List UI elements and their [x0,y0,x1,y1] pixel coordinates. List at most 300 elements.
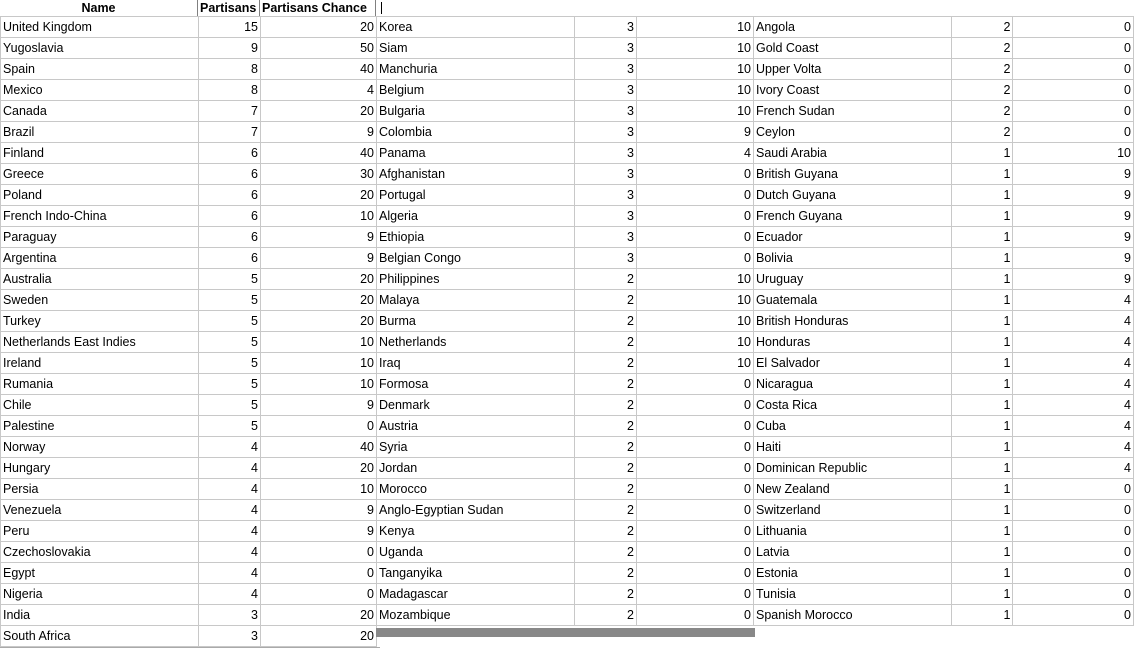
table-row[interactable] [1,269,377,290]
table-row[interactable] [377,17,754,38]
cell-chance[interactable]: 10 [637,311,754,332]
table-row[interactable] [1,206,377,227]
cell-partisans[interactable]: 1 [951,353,1013,374]
cell-partisans[interactable]: 3 [575,38,637,59]
cell-name[interactable]: Tanganyika [377,563,575,584]
table-row[interactable] [377,59,754,80]
cell-name[interactable]: Upper Volta [754,59,952,80]
cell-chance[interactable]: 0 [637,206,754,227]
cell-chance[interactable]: 9 [261,521,377,542]
cell-name[interactable]: Saudi Arabia [754,143,952,164]
table-row[interactable] [1,185,377,206]
table-row[interactable] [754,59,1134,80]
cell-name[interactable]: United Kingdom [1,17,199,38]
table-row[interactable] [377,290,754,311]
cell-name[interactable]: Dominican Republic [754,458,952,479]
table-row[interactable] [1,626,377,647]
cell-chance[interactable]: 0 [637,521,754,542]
cell-partisans[interactable]: 8 [199,59,261,80]
cell-partisans[interactable]: 3 [575,122,637,143]
cell-partisans[interactable]: 2 [951,59,1013,80]
cell-chance[interactable]: 0 [1013,80,1134,101]
table-row[interactable] [754,269,1134,290]
table-row[interactable] [754,185,1134,206]
cell-partisans[interactable]: 2 [575,584,637,605]
table-row[interactable] [754,38,1134,59]
table-row[interactable] [754,563,1134,584]
table-row[interactable] [754,416,1134,437]
table-row[interactable] [377,206,754,227]
table-row[interactable] [754,353,1134,374]
header-partisans[interactable]: Partisans [198,0,260,16]
cell-partisans[interactable]: 2 [575,458,637,479]
table-row[interactable] [377,458,754,479]
cell-chance[interactable]: 9 [1013,185,1134,206]
cell-chance[interactable]: 0 [261,563,377,584]
table-row[interactable] [377,80,754,101]
cell-partisans[interactable]: 3 [199,605,261,626]
cell-partisans[interactable]: 3 [575,101,637,122]
cell-partisans[interactable]: 4 [199,458,261,479]
cell-name[interactable]: South Africa [1,626,199,647]
cell-chance[interactable]: 9 [261,500,377,521]
cell-chance[interactable]: 9 [1013,164,1134,185]
cell-chance[interactable]: 0 [637,248,754,269]
cell-chance[interactable]: 10 [1013,143,1134,164]
table-row[interactable] [754,290,1134,311]
table-row[interactable] [377,38,754,59]
cell-partisans[interactable]: 2 [951,101,1013,122]
cell-partisans[interactable]: 1 [951,227,1013,248]
cell-partisans[interactable]: 3 [575,164,637,185]
table-row[interactable] [1,38,377,59]
table-row[interactable] [754,458,1134,479]
cell-name[interactable]: Sweden [1,290,199,311]
table-row[interactable] [754,206,1134,227]
cell-partisans[interactable]: 4 [199,479,261,500]
cell-name[interactable]: Honduras [754,332,952,353]
cell-name[interactable]: Latvia [754,542,952,563]
cell-name[interactable]: Ethiopia [377,227,575,248]
table-row[interactable] [377,143,754,164]
cell-name[interactable]: Colombia [377,122,575,143]
cell-chance[interactable]: 0 [1013,17,1134,38]
cell-partisans[interactable]: 6 [199,164,261,185]
table-row[interactable] [1,332,377,353]
table-row[interactable] [377,605,754,626]
header-partisans-chance[interactable]: Partisans Chance [260,0,376,16]
cell-partisans[interactable]: 2 [951,38,1013,59]
cell-name[interactable]: Nicaragua [754,374,952,395]
cell-name[interactable]: Egypt [1,563,199,584]
cell-partisans[interactable]: 1 [951,248,1013,269]
cell-name[interactable]: Angola [754,17,952,38]
cell-chance[interactable]: 0 [637,374,754,395]
cell-name[interactable]: French Indo-China [1,206,199,227]
cell-name[interactable]: Algeria [377,206,575,227]
cell-name[interactable]: Afghanistan [377,164,575,185]
cell-chance[interactable]: 4 [1013,437,1134,458]
cell-partisans[interactable]: 7 [199,101,261,122]
cell-name[interactable]: Ecuador [754,227,952,248]
cell-partisans[interactable]: 3 [575,80,637,101]
cell-partisans[interactable]: 1 [951,395,1013,416]
cell-name[interactable]: Canada [1,101,199,122]
table-row[interactable] [377,311,754,332]
table-row[interactable] [1,122,377,143]
cell-name[interactable]: Nigeria [1,584,199,605]
cell-name[interactable]: Costa Rica [754,395,952,416]
cell-name[interactable]: Estonia [754,563,952,584]
cell-name[interactable]: Hungary [1,458,199,479]
cell-name[interactable]: Czechoslovakia [1,542,199,563]
cell-partisans[interactable]: 2 [575,563,637,584]
cell-name[interactable]: Mozambique [377,605,575,626]
cell-partisans[interactable]: 1 [951,185,1013,206]
cell-chance[interactable]: 4 [1013,416,1134,437]
cell-chance[interactable]: 0 [637,185,754,206]
cell-chance[interactable]: 0 [1013,584,1134,605]
cell-name[interactable]: Iraq [377,353,575,374]
cell-chance[interactable]: 9 [1013,269,1134,290]
cell-name[interactable]: Uganda [377,542,575,563]
cell-partisans[interactable]: 6 [199,185,261,206]
cell-chance[interactable]: 0 [637,437,754,458]
cell-chance[interactable]: 10 [637,17,754,38]
table-row[interactable] [1,353,377,374]
table-row[interactable] [377,416,754,437]
cell-name[interactable]: Persia [1,479,199,500]
cell-chance[interactable]: 0 [1013,479,1134,500]
table-row[interactable] [1,164,377,185]
cell-name[interactable]: Haiti [754,437,952,458]
cell-name[interactable]: Tunisia [754,584,952,605]
table-row[interactable] [754,437,1134,458]
cell-chance[interactable]: 0 [637,395,754,416]
table-row[interactable] [754,521,1134,542]
cell-partisans[interactable]: 2 [575,605,637,626]
cell-chance[interactable]: 0 [261,416,377,437]
cell-chance[interactable]: 20 [261,17,377,38]
table-row[interactable] [1,101,377,122]
cell-chance[interactable]: 0 [1013,122,1134,143]
cell-partisans[interactable]: 2 [575,395,637,416]
cell-partisans[interactable]: 6 [199,206,261,227]
cell-name[interactable]: Norway [1,437,199,458]
cell-name[interactable]: Burma [377,311,575,332]
table-row[interactable] [377,227,754,248]
cell-name[interactable]: Turkey [1,311,199,332]
cell-name[interactable]: Philippines [377,269,575,290]
cell-partisans[interactable]: 3 [575,185,637,206]
cell-partisans[interactable]: 3 [199,626,261,647]
cell-partisans[interactable]: 2 [575,290,637,311]
cell-name[interactable]: Dutch Guyana [754,185,952,206]
cell-chance[interactable]: 4 [1013,290,1134,311]
cell-partisans[interactable]: 8 [199,80,261,101]
cell-chance[interactable]: 20 [261,269,377,290]
table-row[interactable] [754,584,1134,605]
cell-chance[interactable]: 4 [1013,311,1134,332]
cell-name[interactable]: Ireland [1,353,199,374]
cell-partisans[interactable]: 1 [951,521,1013,542]
cell-chance[interactable]: 10 [637,101,754,122]
cell-partisans[interactable]: 5 [199,416,261,437]
cell-partisans[interactable]: 2 [575,416,637,437]
cell-chance[interactable]: 0 [1013,521,1134,542]
cell-name[interactable]: Poland [1,185,199,206]
table-row[interactable] [1,248,377,269]
cell-chance[interactable]: 10 [637,59,754,80]
cell-chance[interactable]: 9 [261,248,377,269]
column-resize-handle[interactable] [376,2,382,14]
table-row[interactable] [754,311,1134,332]
cell-chance[interactable]: 0 [1013,38,1134,59]
cell-name[interactable]: New Zealand [754,479,952,500]
cell-chance[interactable]: 0 [637,605,754,626]
cell-chance[interactable]: 40 [261,59,377,80]
table-row[interactable] [377,374,754,395]
cell-name[interactable]: Kenya [377,521,575,542]
table-row[interactable] [754,332,1134,353]
cell-chance[interactable]: 0 [1013,59,1134,80]
cell-chance[interactable]: 4 [1013,332,1134,353]
cell-name[interactable]: Korea [377,17,575,38]
cell-partisans[interactable]: 4 [199,437,261,458]
table-row[interactable] [1,59,377,80]
cell-name[interactable]: Belgian Congo [377,248,575,269]
cell-name[interactable]: Mexico [1,80,199,101]
table-row[interactable] [377,164,754,185]
cell-name[interactable]: Venezuela [1,500,199,521]
cell-name[interactable]: Yugoslavia [1,38,199,59]
cell-name[interactable]: Guatemala [754,290,952,311]
cell-partisans[interactable]: 3 [575,248,637,269]
table-row[interactable] [754,374,1134,395]
cell-chance[interactable]: 0 [637,584,754,605]
table-row[interactable] [377,332,754,353]
cell-chance[interactable]: 20 [261,101,377,122]
cell-chance[interactable]: 20 [261,626,377,647]
cell-name[interactable]: Uruguay [754,269,952,290]
cell-name[interactable]: Formosa [377,374,575,395]
cell-chance[interactable]: 40 [261,143,377,164]
cell-name[interactable]: Panama [377,143,575,164]
cell-name[interactable]: Siam [377,38,575,59]
table-row[interactable] [754,605,1134,626]
cell-name[interactable]: Spain [1,59,199,80]
cell-name[interactable]: British Honduras [754,311,952,332]
cell-partisans[interactable]: 5 [199,374,261,395]
cell-partisans[interactable]: 2 [575,269,637,290]
cell-chance[interactable]: 0 [637,563,754,584]
table-row[interactable] [1,584,377,605]
table-row[interactable] [754,542,1134,563]
header-name[interactable]: Name [0,0,198,16]
cell-chance[interactable]: 30 [261,164,377,185]
cell-partisans[interactable]: 1 [951,500,1013,521]
cell-name[interactable]: Manchuria [377,59,575,80]
cell-partisans[interactable]: 1 [951,311,1013,332]
table-row[interactable] [1,500,377,521]
table-row[interactable] [1,17,377,38]
table-row[interactable] [754,164,1134,185]
table-row[interactable] [1,521,377,542]
table-row[interactable] [377,185,754,206]
cell-chance[interactable]: 0 [1013,542,1134,563]
cell-chance[interactable]: 9 [637,122,754,143]
cell-partisans[interactable]: 1 [951,269,1013,290]
cell-partisans[interactable]: 5 [199,332,261,353]
table-row[interactable] [754,143,1134,164]
table-row[interactable] [377,479,754,500]
cell-partisans[interactable]: 1 [951,332,1013,353]
cell-partisans[interactable]: 2 [575,311,637,332]
cell-partisans[interactable]: 9 [199,38,261,59]
cell-partisans[interactable]: 3 [575,227,637,248]
table-row[interactable] [377,542,754,563]
cell-partisans[interactable]: 2 [951,122,1013,143]
cell-name[interactable]: Spanish Morocco [754,605,952,626]
table-row[interactable] [1,227,377,248]
cell-chance[interactable]: 10 [261,353,377,374]
cell-partisans[interactable]: 3 [575,143,637,164]
cell-name[interactable]: Austria [377,416,575,437]
cell-chance[interactable]: 10 [261,374,377,395]
table-row[interactable] [377,521,754,542]
cell-name[interactable]: Jordan [377,458,575,479]
cell-chance[interactable]: 10 [261,206,377,227]
cell-partisans[interactable]: 5 [199,290,261,311]
cell-name[interactable]: Greece [1,164,199,185]
cell-name[interactable]: Rumania [1,374,199,395]
cell-name[interactable]: Ceylon [754,122,952,143]
cell-name[interactable]: Ivory Coast [754,80,952,101]
table-row[interactable] [1,458,377,479]
cell-chance[interactable]: 40 [261,437,377,458]
cell-chance[interactable]: 20 [261,311,377,332]
table-row[interactable] [1,374,377,395]
cell-chance[interactable]: 10 [261,332,377,353]
cell-chance[interactable]: 0 [637,458,754,479]
cell-chance[interactable]: 0 [1013,101,1134,122]
cell-chance[interactable]: 9 [1013,248,1134,269]
cell-chance[interactable]: 20 [261,458,377,479]
cell-name[interactable]: Netherlands [377,332,575,353]
table-row[interactable] [754,17,1134,38]
cell-name[interactable]: Malaya [377,290,575,311]
cell-name[interactable]: Denmark [377,395,575,416]
table-row[interactable] [1,311,377,332]
cell-partisans[interactable]: 3 [575,59,637,80]
cell-name[interactable]: Netherlands East Indies [1,332,199,353]
cell-name[interactable]: Lithuania [754,521,952,542]
cell-name[interactable]: Australia [1,269,199,290]
table-row[interactable] [1,563,377,584]
cell-chance[interactable]: 20 [261,605,377,626]
cell-name[interactable]: Cuba [754,416,952,437]
cell-partisans[interactable]: 4 [199,521,261,542]
cell-partisans[interactable]: 6 [199,248,261,269]
cell-chance[interactable]: 0 [637,479,754,500]
table-row[interactable] [1,416,377,437]
cell-chance[interactable]: 0 [1013,500,1134,521]
cell-name[interactable]: Anglo-Egyptian Sudan [377,500,575,521]
cell-chance[interactable]: 20 [261,185,377,206]
cell-partisans[interactable]: 1 [951,164,1013,185]
cell-name[interactable]: El Salvador [754,353,952,374]
table-row[interactable] [754,479,1134,500]
cell-name[interactable]: Finland [1,143,199,164]
cell-name[interactable]: India [1,605,199,626]
cell-partisans[interactable]: 1 [951,206,1013,227]
cell-chance[interactable]: 9 [261,227,377,248]
cell-chance[interactable]: 4 [1013,353,1134,374]
cell-partisans[interactable]: 5 [199,353,261,374]
cell-partisans[interactable]: 2 [575,479,637,500]
cell-partisans[interactable]: 1 [951,542,1013,563]
cell-chance[interactable]: 4 [1013,458,1134,479]
table-row[interactable] [377,395,754,416]
cell-chance[interactable]: 10 [637,38,754,59]
table-row[interactable] [377,500,754,521]
table-row[interactable] [1,80,377,101]
cell-partisans[interactable]: 3 [575,206,637,227]
cell-partisans[interactable]: 2 [575,332,637,353]
table-row[interactable] [377,353,754,374]
cell-partisans[interactable]: 1 [951,605,1013,626]
cell-partisans[interactable]: 1 [951,584,1013,605]
cell-name[interactable]: Chile [1,395,199,416]
cell-chance[interactable]: 0 [637,164,754,185]
cell-partisans[interactable]: 15 [199,17,261,38]
cell-name[interactable]: Syria [377,437,575,458]
cell-chance[interactable]: 10 [637,269,754,290]
table-row[interactable] [1,143,377,164]
cell-partisans[interactable]: 2 [951,80,1013,101]
cell-partisans[interactable]: 1 [951,416,1013,437]
cell-partisans[interactable]: 1 [951,479,1013,500]
cell-name[interactable]: Switzerland [754,500,952,521]
cell-partisans[interactable]: 5 [199,311,261,332]
cell-chance[interactable]: 0 [1013,605,1134,626]
cell-partisans[interactable]: 4 [199,563,261,584]
cell-chance[interactable]: 10 [637,332,754,353]
table-row[interactable] [377,563,754,584]
cell-chance[interactable]: 0 [637,500,754,521]
cell-partisans[interactable]: 1 [951,458,1013,479]
table-row[interactable] [754,122,1134,143]
table-row[interactable] [377,437,754,458]
cell-chance[interactable]: 0 [261,542,377,563]
table-row[interactable] [754,395,1134,416]
cell-partisans[interactable]: 2 [575,542,637,563]
cell-chance[interactable]: 9 [1013,227,1134,248]
cell-partisans[interactable]: 2 [575,374,637,395]
cell-chance[interactable]: 4 [637,143,754,164]
table-row[interactable] [754,500,1134,521]
cell-partisans[interactable]: 1 [951,563,1013,584]
cell-chance[interactable]: 10 [637,80,754,101]
cell-name[interactable]: Portugal [377,185,575,206]
cell-name[interactable]: Gold Coast [754,38,952,59]
cell-name[interactable]: Bulgaria [377,101,575,122]
cell-name[interactable]: British Guyana [754,164,952,185]
cell-chance[interactable]: 20 [261,290,377,311]
cell-partisans[interactable]: 1 [951,437,1013,458]
cell-partisans[interactable]: 4 [199,500,261,521]
cell-name[interactable]: Belgium [377,80,575,101]
